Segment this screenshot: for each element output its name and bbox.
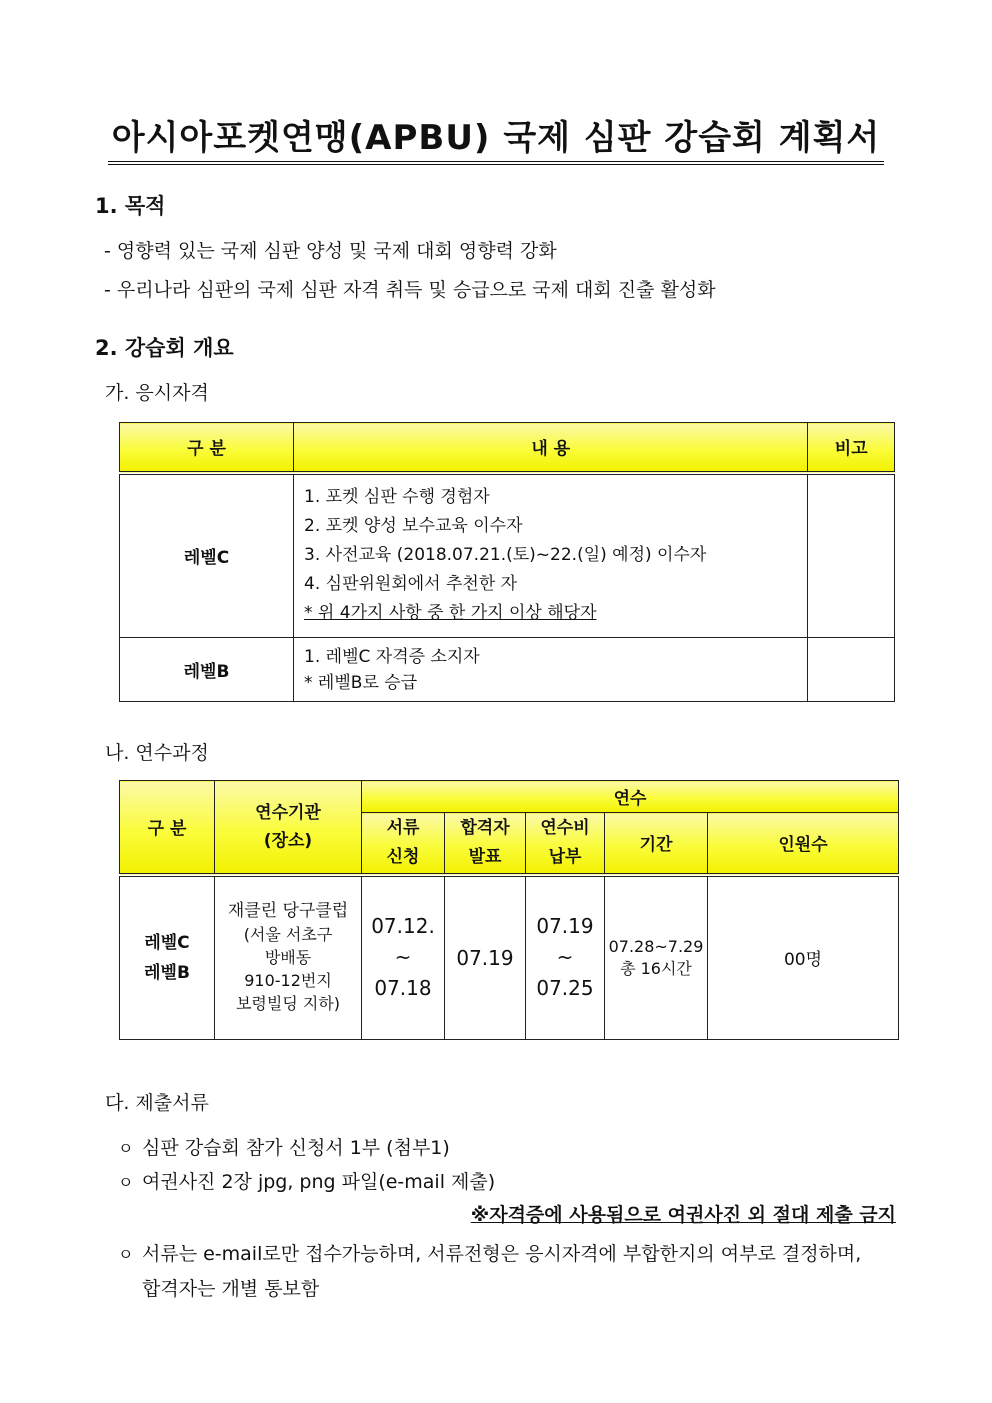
purpose-bullet-1: - 영향력 있는 국제 심판 양성 및 국제 대회 영향력 강화 <box>104 240 557 262</box>
circle-bullet-icon: ㅇ <box>118 1245 134 1264</box>
announce-date-cell: 07.19 <box>445 875 526 1040</box>
sub-heading-training: 나. 연수과정 <box>105 742 209 764</box>
header-remark: 비고 <box>808 423 895 473</box>
fee-period-cell: 07.19 ~ 07.25 <box>526 875 605 1040</box>
table-row <box>120 638 895 702</box>
purpose-bullet-2: - 우리나라 심판의 국제 심판 자격 취득 및 승급으로 국제 대회 진출 활성화 <box>104 279 716 301</box>
level-b-label: 레벨B <box>120 638 294 702</box>
list-item: ㅇ 여권사진 2장 jpg, png 파일(e-mail 제출) <box>118 1171 496 1193</box>
header-content: 내 용 <box>294 423 808 473</box>
training-dates-cell: 07.28~7.29 총 16시간 <box>605 875 708 1040</box>
list-item: ㅇ 심판 강습회 참가 신청서 1부 (첨부1) <box>118 1137 450 1159</box>
header-category: 구 분 <box>120 423 294 473</box>
levels-cell: 레벨C 레벨B <box>120 875 215 1040</box>
circle-bullet-icon: ㅇ <box>118 1173 134 1192</box>
training-table <box>119 780 899 1040</box>
header-category: 구 분 <box>120 781 215 875</box>
section-overview-heading: 2. 강습회 개요 <box>95 336 234 360</box>
header-headcount: 인원수 <box>708 813 899 875</box>
table-row <box>120 875 899 1040</box>
level-c-line-2: 2. 포켓 양성 보수교육 이수자 <box>304 516 523 537</box>
level-c-label: 레벨C <box>120 473 294 638</box>
level-b-content <box>294 638 808 702</box>
apply-period-cell: 07.12. ~ 07.18 <box>362 875 445 1040</box>
level-c-line-1: 1. 포켓 심판 수행 경험자 <box>304 487 490 508</box>
level-c-content <box>294 473 808 638</box>
page-title: 아시아포켓연맹(APBU) 국제 심판 강습회 계획서 <box>0 110 992 165</box>
level-b-remark <box>808 638 895 702</box>
level-c-remark <box>808 473 895 638</box>
level-c-line-4: 4. 심판위원회에서 추천한 자 <box>304 574 518 595</box>
headcount-cell: 00명 <box>708 875 899 1040</box>
level-c-note: * 위 4가지 사항 중 한 가지 이상 해당자 <box>304 603 597 624</box>
section-purpose-heading: 1. 목적 <box>95 194 166 218</box>
header-training: 연수 <box>362 781 899 813</box>
table-row <box>120 473 895 638</box>
header-announce: 합격자 발표 <box>445 813 526 875</box>
header-institution: 연수기관 (장소) <box>215 781 362 875</box>
level-b-line-2: * 레벨B로 승급 <box>304 672 418 693</box>
level-b-line-1: 1. 레벨C 자격증 소지자 <box>304 646 480 667</box>
list-item: ㅇ 서류는 e-mail로만 접수가능하며, 서류전형은 응시자격에 부합한지의 여부로 결정하며, 합격자는 개별 통보함 <box>118 1237 898 1306</box>
level-c-line-3: 3. 사전교육 (2018.07.21.(토)~22.(일) 예정) 이수자 <box>304 545 707 566</box>
header-fee: 연수비 납부 <box>526 813 605 875</box>
header-period: 기간 <box>605 813 708 875</box>
circle-bullet-icon: ㅇ <box>118 1139 134 1158</box>
institution-cell: 재클린 당구클럽 (서울 서초구 방배동 910-12번지 보령빌딩 지하) <box>215 875 362 1040</box>
header-apply: 서류 신청 <box>362 813 445 875</box>
qualification-table <box>119 422 895 702</box>
sub-heading-documents: 다. 제출서류 <box>105 1092 209 1114</box>
sub-heading-qualification: 가. 응시자격 <box>105 382 209 404</box>
notice-warning: ※자격증에 사용됨으로 여권사진 외 절대 제출 금지 <box>470 1204 896 1226</box>
